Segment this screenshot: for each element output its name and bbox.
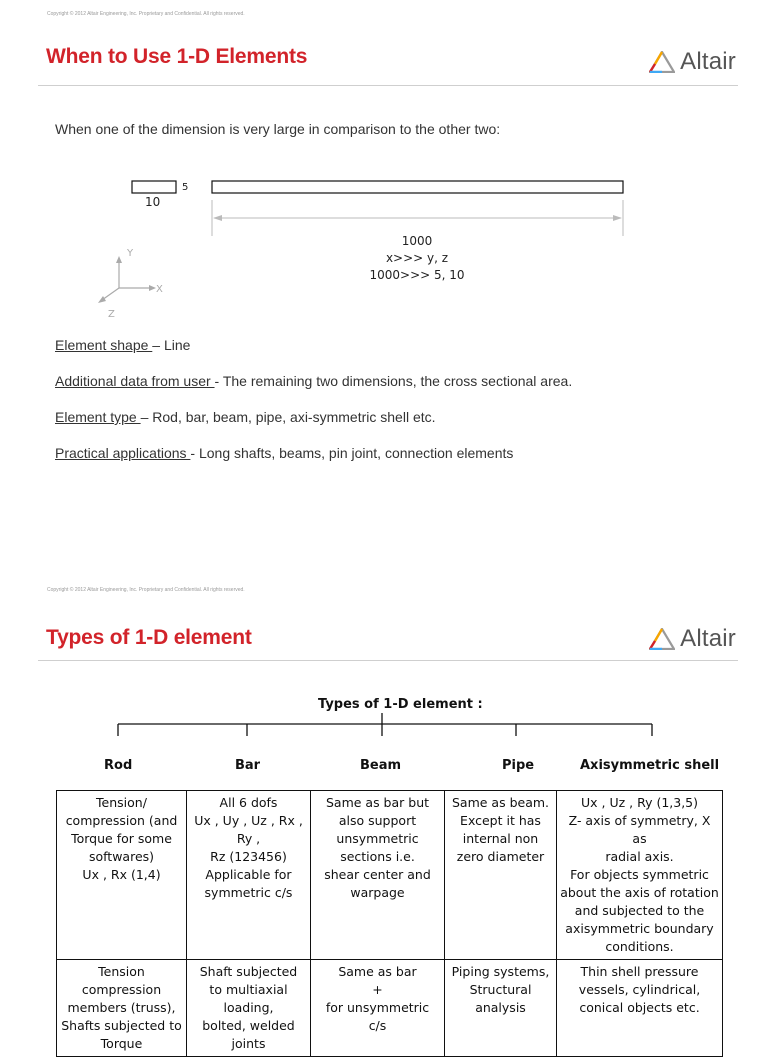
slide-types-of-1d [0,580,768,1051]
property-additional-data [55,373,572,389]
y-axis-arrow [116,256,122,263]
logo-text: Altair [680,48,736,75]
table-cell: Same as bar but also support unsymmetric sections i.e. shear center and warpage [311,791,445,960]
length-label: 1000 [401,234,433,248]
table-cell: Tension/ compression (and Torque for some softwares) Ux , Rx (1,4) [57,791,187,960]
x-axis-label: X [156,284,163,295]
column-header-rod: Rod [104,758,133,773]
table-cell: Same as bar + for unsymmetric c/s [311,960,445,1057]
property-practical-applications [55,445,513,461]
dim-arrow-left [213,215,222,221]
long-bar-rect [212,181,623,193]
property-label: Element type [55,409,141,425]
column-header-beam: Beam [360,758,402,773]
table-cell: Piping systems, Structural analysis [445,960,557,1057]
intro-text: When one of the dimension is very large in comparison to the other two: [55,121,501,137]
z-axis-label: Z [108,309,115,320]
z-axis-arrow [98,296,106,303]
tree-title: Types of 1-D element : [318,697,483,712]
property-value: - Long shafts, beams, pin joint, connection elements [190,445,514,461]
property-element-shape [55,337,190,353]
logo-text: Altair [680,625,736,652]
types-table [56,790,723,1057]
column-header-axisymmetric-shell: Axisymmetric shell [580,758,720,773]
property-element-type [55,409,436,425]
slide-title: Types of 1-D element [46,626,252,649]
property-value: – Line [152,337,191,353]
tree-connectors [0,580,768,780]
table-cell: Thin shell pressure vessels, cylindrical, conical objects etc. [557,960,723,1057]
cross-section-width-label: 10 [145,195,161,209]
ratio-line-1: x>>> y, z [385,251,449,265]
table-cell: Same as beam. Except it has internal non zero diameter [445,791,557,960]
table-cell: Shaft subjected to multiaxial loading, bolted, welded joints [187,960,311,1057]
copyright-notice: Copyright © 2012 Altair Engineering, Inc. Proprietary and Confidential. All rights reserved. [47,11,245,17]
property-label: Element shape [55,337,153,353]
property-value: - The remaining two dimensions, the cross sectional area. [214,373,573,389]
dim-arrow-right [613,215,622,221]
property-label: Practical applications [55,445,191,461]
table-cell: Ux , Uz , Ry (1,3,5) Z- axis of symmetry, X as radial axis. For objects symmetric about the axis of rotation and subjected to the axisymmetric boundary conditions. [557,791,723,960]
y-axis-label: Y [127,248,134,259]
table-row [57,791,723,960]
column-header-bar: Bar [235,758,261,773]
table-cell: All 6 dofs Ux , Uy , Uz , Rx , Ry , Rz (123456) Applicable for symmetric c/s [187,791,311,960]
table-row [57,960,723,1057]
cross-section-rect [132,181,176,193]
cross-section-height-label: 5 [182,182,189,193]
x-axis-arrow [149,285,156,291]
copyright-notice: Copyright © 2012 Altair Engineering, Inc. Proprietary and Confidential. All rights reserved. [47,587,245,593]
property-value: – Rod, bar, beam, pipe, axi-symmetric shell etc. [140,409,436,425]
z-axis-line [102,288,119,300]
table-cell: Tension compression members (truss), Shafts subjected to Torque [57,960,187,1057]
ratio-line-2: 1000>>> 5, 10 [369,268,465,282]
slide-title: When to Use 1-D Elements [46,45,308,68]
dimension-diagram [0,0,768,330]
column-header-pipe: Pipe [502,758,535,773]
property-label: Additional data from user [55,373,215,389]
